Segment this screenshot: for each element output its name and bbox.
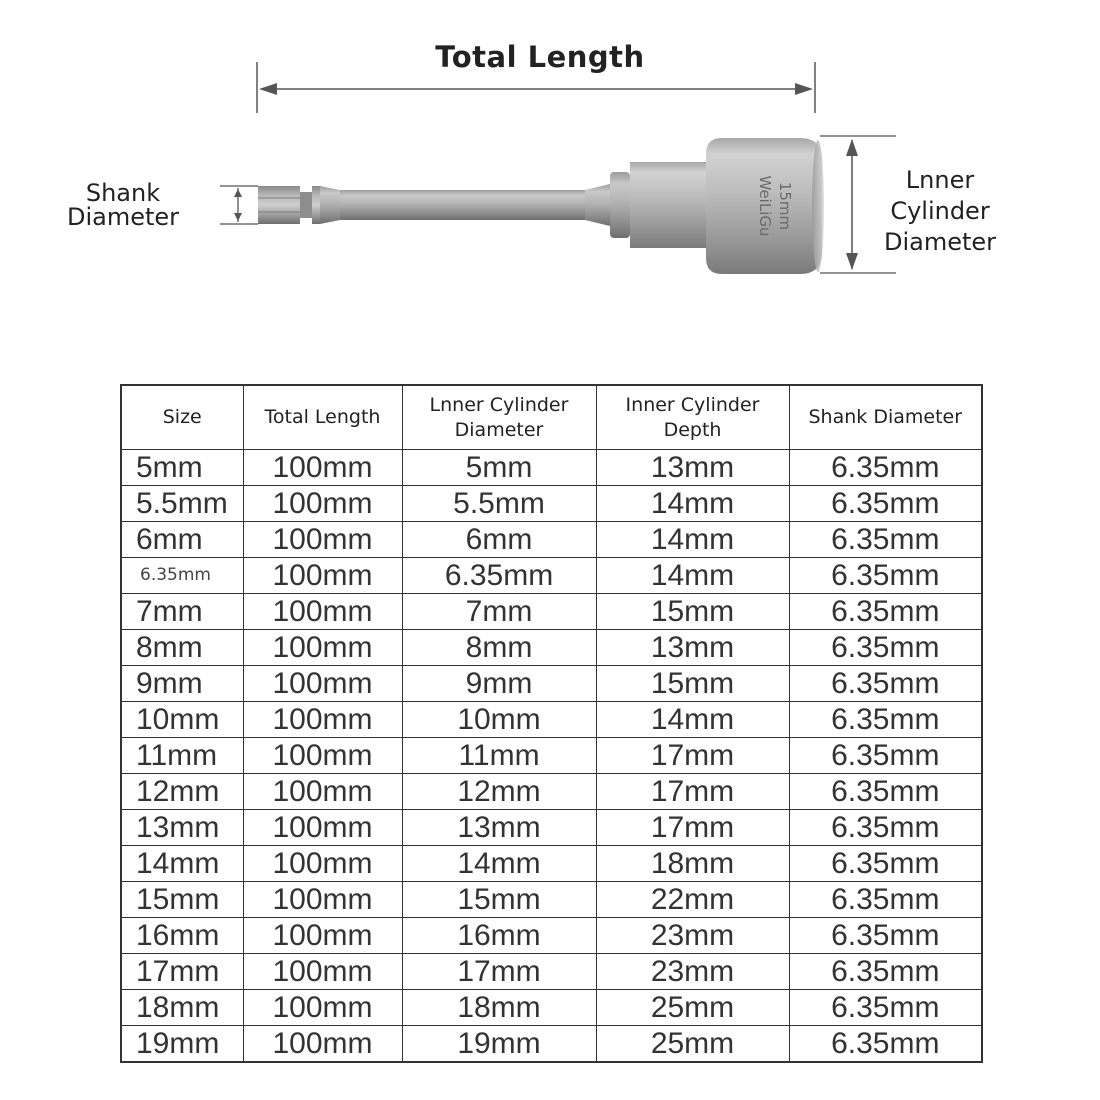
cell-inner-diameter: 15mm <box>402 882 596 918</box>
table-row <box>121 846 982 882</box>
header-inner-depth-line1: Inner Cylinder <box>625 393 760 416</box>
cell-total-length: 100mm <box>243 1026 402 1063</box>
cell-shank-diameter: 6.35mm <box>789 666 982 702</box>
cell-total-length: 100mm <box>243 450 402 486</box>
cell-inner-depth: 22mm <box>596 882 789 918</box>
cell-inner-depth: 15mm <box>596 666 789 702</box>
table-row <box>121 774 982 810</box>
cell-size: 8mm <box>121 630 243 666</box>
cell-shank-diameter: 6.35mm <box>789 918 982 954</box>
cell-inner-diameter: 9mm <box>402 666 596 702</box>
table-header-row <box>121 385 982 450</box>
cell-inner-diameter: 16mm <box>402 918 596 954</box>
inner-diameter-label <box>870 165 1010 258</box>
engraving-brand: WeiLiGu <box>756 175 774 237</box>
cell-size: 12mm <box>121 774 243 810</box>
table-row <box>121 810 982 846</box>
cell-total-length: 100mm <box>243 846 402 882</box>
cell-total-length: 100mm <box>243 486 402 522</box>
cell-inner-depth: 14mm <box>596 702 789 738</box>
cell-shank-diameter: 6.35mm <box>789 882 982 918</box>
cell-inner-diameter: 17mm <box>402 954 596 990</box>
header-inner-diameter-line2: Diameter <box>454 418 544 441</box>
cell-size: 6mm <box>121 522 243 558</box>
cell-inner-depth: 15mm <box>596 594 789 630</box>
table-row <box>121 558 982 594</box>
cell-shank-diameter: 6.35mm <box>789 558 982 594</box>
table-row <box>121 630 982 666</box>
cell-shank-diameter: 6.35mm <box>789 486 982 522</box>
cell-shank-diameter: 6.35mm <box>789 702 982 738</box>
cell-inner-diameter: 8mm <box>402 630 596 666</box>
cell-size: 10mm <box>121 702 243 738</box>
cell-inner-depth: 17mm <box>596 738 789 774</box>
cell-inner-depth: 14mm <box>596 522 789 558</box>
cell-total-length: 100mm <box>243 558 402 594</box>
shank-label-line1: Shank <box>85 179 161 207</box>
cell-inner-depth: 25mm <box>596 1026 789 1063</box>
table-row <box>121 738 982 774</box>
cell-shank-diameter: 6.35mm <box>789 630 982 666</box>
cell-inner-diameter: 10mm <box>402 702 596 738</box>
cell-inner-depth: 25mm <box>596 990 789 1026</box>
inner-label-line1: Lnner <box>905 166 975 194</box>
spec-table <box>120 384 983 1063</box>
cell-inner-diameter: 6.35mm <box>402 558 596 594</box>
cell-inner-diameter: 11mm <box>402 738 596 774</box>
cell-inner-diameter: 14mm <box>402 846 596 882</box>
cell-size: 15mm <box>121 882 243 918</box>
cell-inner-depth: 23mm <box>596 954 789 990</box>
table-row <box>121 666 982 702</box>
cell-total-length: 100mm <box>243 738 402 774</box>
header-inner-depth-line2: Depth <box>663 418 722 441</box>
inner-label-line2: Cylinder <box>890 197 990 225</box>
cell-inner-diameter: 5.5mm <box>402 486 596 522</box>
cell-total-length: 100mm <box>243 882 402 918</box>
cell-size: 7mm <box>121 594 243 630</box>
table-row <box>121 594 982 630</box>
cell-inner-depth: 17mm <box>596 810 789 846</box>
cell-size: 14mm <box>121 846 243 882</box>
total-length-label: Total Length <box>435 40 645 74</box>
cell-total-length: 100mm <box>243 630 402 666</box>
cell-size: 5.5mm <box>121 486 243 522</box>
cell-inner-depth: 23mm <box>596 918 789 954</box>
cell-size: 16mm <box>121 918 243 954</box>
cell-size: 5mm <box>121 450 243 486</box>
socket-bit <box>258 138 824 274</box>
cell-size: 18mm <box>121 990 243 1026</box>
cell-shank-diameter: 6.35mm <box>789 810 982 846</box>
cell-inner-depth: 14mm <box>596 558 789 594</box>
engraving-size: 15mm <box>776 181 794 231</box>
cell-shank-diameter: 6.35mm <box>789 738 982 774</box>
cell-inner-diameter: 6mm <box>402 522 596 558</box>
inner-label-line3: Diameter <box>883 228 997 256</box>
table-row <box>121 882 982 918</box>
cell-inner-diameter: 12mm <box>402 774 596 810</box>
product-diagram <box>0 0 1100 330</box>
cell-size: 9mm <box>121 666 243 702</box>
table-row <box>121 522 982 558</box>
cell-size: 19mm <box>121 1026 243 1063</box>
cell-inner-depth: 17mm <box>596 774 789 810</box>
cell-shank-diameter: 6.35mm <box>789 450 982 486</box>
cell-inner-diameter: 19mm <box>402 1026 596 1063</box>
cell-shank-diameter: 6.35mm <box>789 954 982 990</box>
table-row <box>121 486 982 522</box>
shank-label-line2: Diameter <box>66 203 180 231</box>
cell-shank-diameter: 6.35mm <box>789 522 982 558</box>
cell-inner-depth: 18mm <box>596 846 789 882</box>
cell-size: 13mm <box>121 810 243 846</box>
cell-inner-depth: 13mm <box>596 630 789 666</box>
cell-shank-diameter: 6.35mm <box>789 594 982 630</box>
cell-total-length: 100mm <box>243 774 402 810</box>
cell-total-length: 100mm <box>243 810 402 846</box>
cell-inner-diameter: 7mm <box>402 594 596 630</box>
table-row <box>121 918 982 954</box>
cell-inner-depth: 14mm <box>596 486 789 522</box>
header-shank-diameter: Shank Diameter <box>789 385 982 450</box>
cell-size: 11mm <box>121 738 243 774</box>
shank-diameter-label <box>58 181 188 229</box>
shank-diameter-dimension <box>220 186 258 224</box>
cell-inner-diameter: 18mm <box>402 990 596 1026</box>
cell-size: 17mm <box>121 954 243 990</box>
table-row <box>121 954 982 990</box>
cell-total-length: 100mm <box>243 990 402 1026</box>
cell-total-length: 100mm <box>243 522 402 558</box>
cell-shank-diameter: 6.35mm <box>789 846 982 882</box>
cell-shank-diameter: 6.35mm <box>789 990 982 1026</box>
table-row <box>121 702 982 738</box>
header-inner-diameter-line1: Lnner Cylinder <box>429 393 569 416</box>
cell-total-length: 100mm <box>243 918 402 954</box>
header-inner-diameter <box>402 385 596 450</box>
cell-inner-diameter: 13mm <box>402 810 596 846</box>
cell-total-length: 100mm <box>243 702 402 738</box>
cell-total-length: 100mm <box>243 666 402 702</box>
cell-total-length: 100mm <box>243 954 402 990</box>
cell-shank-diameter: 6.35mm <box>789 1026 982 1063</box>
header-inner-depth <box>596 385 789 450</box>
header-total-length: Total Length <box>243 385 402 450</box>
cell-inner-diameter: 5mm <box>402 450 596 486</box>
header-size: Size <box>121 385 243 450</box>
cell-inner-depth: 13mm <box>596 450 789 486</box>
table-row <box>121 1026 982 1063</box>
table-row <box>121 990 982 1026</box>
table-row <box>121 450 982 486</box>
spec-table-body <box>121 450 982 1063</box>
cell-size: 6.35mm <box>121 558 243 594</box>
cell-shank-diameter: 6.35mm <box>789 774 982 810</box>
cell-total-length: 100mm <box>243 594 402 630</box>
